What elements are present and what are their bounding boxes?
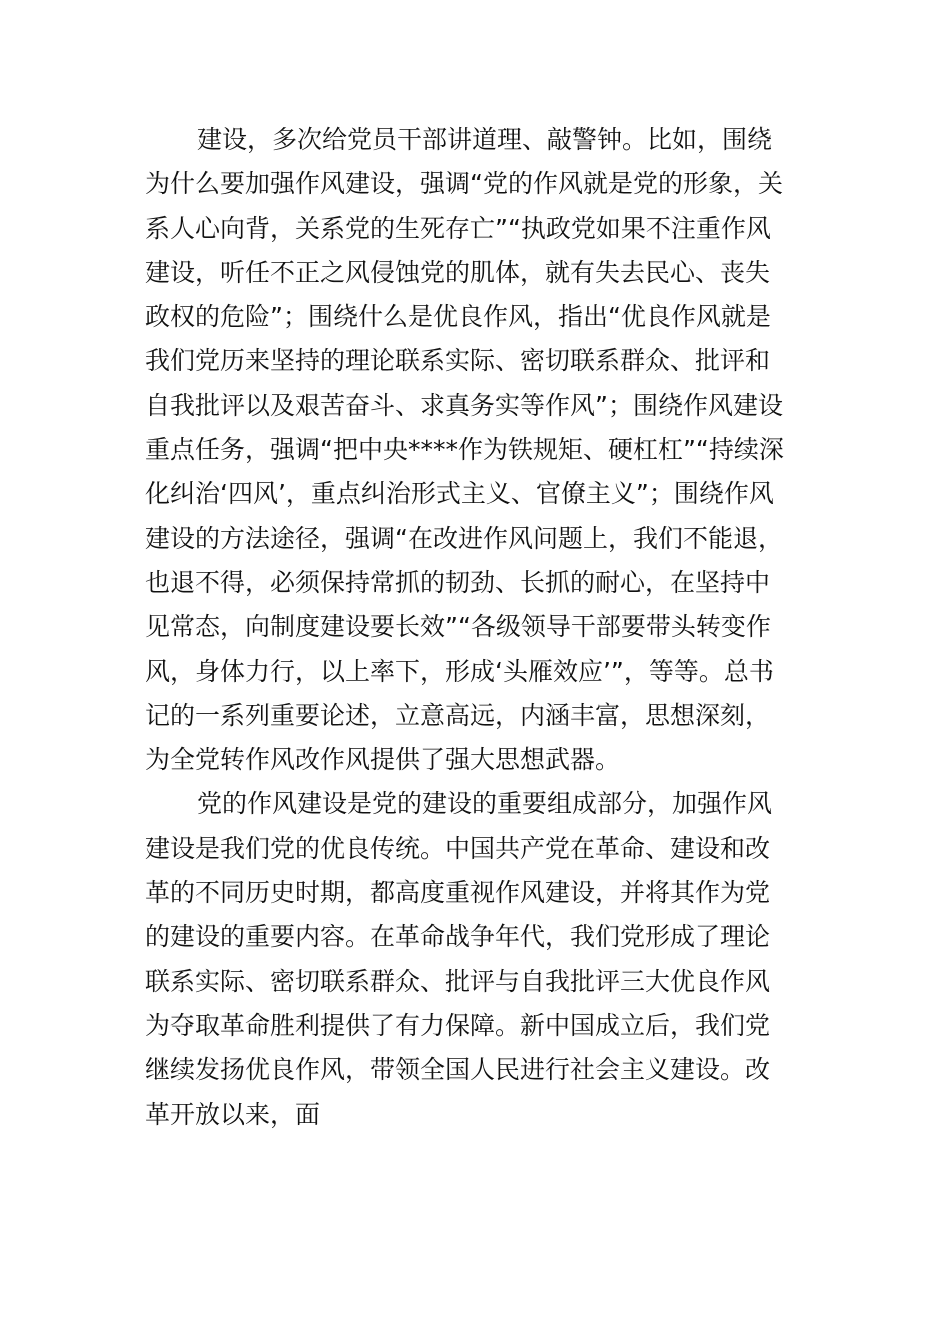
- paragraph-1-line: 为全党转作风改作风提供了强大思想武器。: [145, 745, 621, 775]
- paragraph-1-line: 记的一系列重要论述，立意高远，内涵丰富，思想深刻，: [145, 700, 771, 730]
- paragraph-2-line: 革开放以来，面: [145, 1099, 321, 1129]
- paragraph-2-line: 革的不同历史时期，都高度重视作风建设，并将其作为党: [145, 878, 771, 908]
- paragraph-1-line: 建设的方法途径，强调“在改进作风问题上，我们不能退，: [145, 523, 783, 553]
- paragraph-1-line: 建设，听任不正之风侵蚀党的肌体，就有失去民心、丧失: [145, 257, 771, 287]
- paragraph-2-line: 的建设的重要内容。在革命战争年代，我们党形成了理论: [145, 922, 771, 952]
- paragraph-2-line: 建设是我们党的优良传统。中国共产党在革命、建设和改: [145, 833, 771, 863]
- paragraph-1-line: 也退不得，必须保持常抓的韧劲、长抓的耐心，在坚持中: [145, 567, 771, 597]
- paragraph-1-line: 我们党历来坚持的理论联系实际、密切联系群众、批评和: [145, 346, 771, 376]
- body-text: [145, 118, 810, 1137]
- paragraph-1-line: 风，身体力行，以上率下，形成‘头雁效应’”，等等。总书: [145, 656, 774, 686]
- paragraph-1-line: 为什么要加强作风建设，强调“党的作风就是党的形象，关: [145, 169, 783, 199]
- paragraph-1-line: 系人心向背，关系党的生死存亡”“执政党如果不注重作风: [145, 213, 771, 243]
- paragraph-1-line: 见常态，向制度建设要长效”“各级领导干部要带头转变作: [145, 612, 771, 642]
- paragraph-1-line: 建设，多次给党员干部讲道理、敲警钟。比如，围绕: [197, 125, 773, 154]
- paragraph-2-line: 为夺取革命胜利提供了有力保障。新中国成立后，我们党: [145, 1010, 771, 1040]
- paragraph-2-line: 联系实际、密切联系群众、批评与自我批评三大优良作风: [145, 966, 771, 996]
- paragraph-1-line: 化纠治‘四风’，重点纠治形式主义、官僚主义”；围绕作风: [145, 479, 774, 509]
- paragraph-1-line: 政权的危险”；围绕什么是优良作风，指出“优良作风就是: [145, 302, 771, 332]
- paragraph-1-line: 自我批评以及艰苦奋斗、求真务实等作风”；围绕作风建设: [145, 390, 783, 420]
- paragraph-2-line: 继续发扬优良作风，带领全国人民进行社会主义建设。改: [145, 1055, 771, 1085]
- paragraph-1-line: 重点任务，强调“把中央****作为铁规矩、硬杠杠”“持续深: [145, 435, 784, 465]
- paragraph-2-line: 党的作风建设是党的建设的重要组成部分，加强作风: [197, 789, 773, 819]
